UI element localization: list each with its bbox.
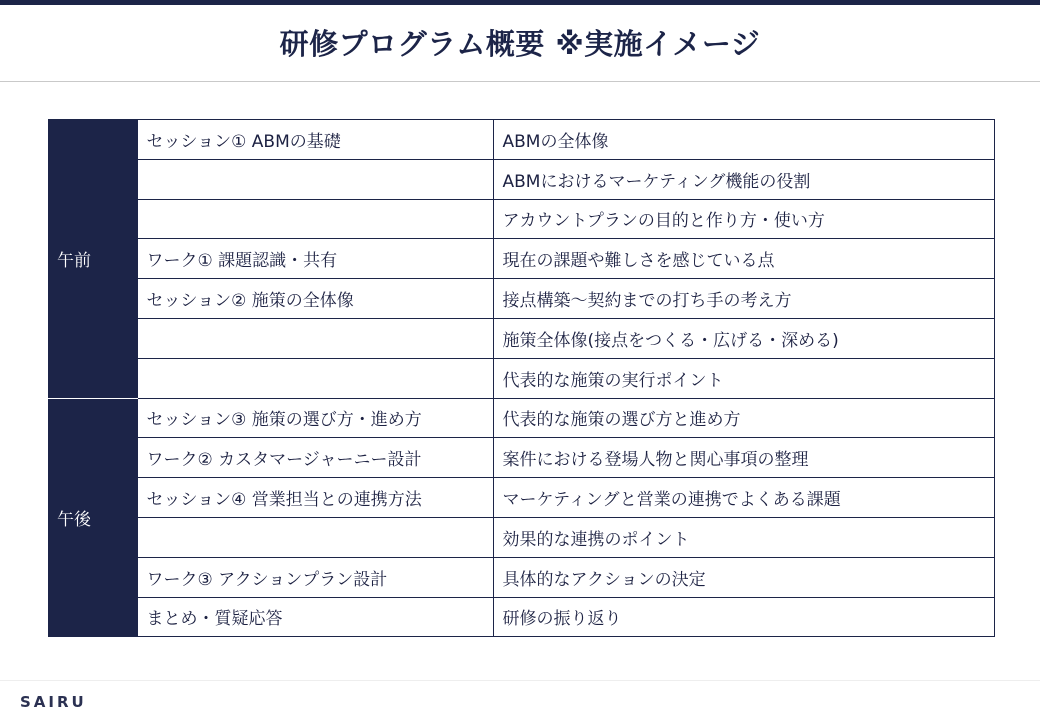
session-cell: セッション② 施策の全体像 (137, 279, 493, 319)
session-cell: ワーク① 課題認識・共有 (137, 239, 493, 279)
table-row (48, 398, 994, 438)
content-cell: 施策全体像(接点をつくる・広げる・深める) (493, 318, 994, 358)
top-accent-bar (0, 0, 1040, 5)
table-row (48, 517, 994, 557)
content-cell: マーケティングと営業の連携でよくある課題 (493, 478, 994, 518)
program-table (48, 119, 995, 637)
session-cell: まとめ・質疑応答 (137, 597, 493, 637)
title-divider (0, 81, 1040, 82)
session-cell: ワーク③ アクションプラン設計 (137, 557, 493, 597)
content-cell: アカウントプランの目的と作り方・使い方 (493, 199, 994, 239)
content-cell: ABMの全体像 (493, 120, 994, 160)
content-cell: 効果的な連携のポイント (493, 517, 994, 557)
session-cell: ワーク② カスタマージャーニー設計 (137, 438, 493, 478)
content-cell: 現在の課題や難しさを感じている点 (493, 239, 994, 279)
content-cell: 研修の振り返り (493, 597, 994, 637)
table-row (48, 199, 994, 239)
session-cell (137, 199, 493, 239)
content-cell: 案件における登場人物と関心事項の整理 (493, 438, 994, 478)
content-cell: 接点構築〜契約までの打ち手の考え方 (493, 279, 994, 319)
table-row (48, 120, 994, 160)
content-cell: 代表的な施策の実行ポイント (493, 358, 994, 398)
content-cell: 代表的な施策の選び方と進め方 (493, 398, 994, 438)
table-row (48, 159, 994, 199)
table-row (48, 358, 994, 398)
footer-divider (0, 680, 1040, 681)
period-morning: 午前 (48, 120, 137, 399)
session-cell: セッション① ABMの基礎 (137, 120, 493, 160)
session-cell (137, 159, 493, 199)
period-afternoon: 午後 (48, 398, 137, 637)
page-title: 研修プログラム概要 ※実施イメージ (279, 27, 761, 61)
company-logo: SAIRU (20, 693, 87, 711)
session-cell: セッション④ 営業担当との連携方法 (137, 478, 493, 518)
table-row (48, 597, 994, 637)
table-row (48, 279, 994, 319)
table-row (48, 239, 994, 279)
table-row (48, 478, 994, 518)
content-cell: ABMにおけるマーケティング機能の役割 (493, 159, 994, 199)
content-cell: 具体的なアクションの決定 (493, 557, 994, 597)
session-cell: セッション③ 施策の選び方・進め方 (137, 398, 493, 438)
session-cell (137, 517, 493, 557)
session-cell (137, 318, 493, 358)
table-row (48, 557, 994, 597)
table-row (48, 318, 994, 358)
session-cell (137, 358, 493, 398)
table-row (48, 438, 994, 478)
